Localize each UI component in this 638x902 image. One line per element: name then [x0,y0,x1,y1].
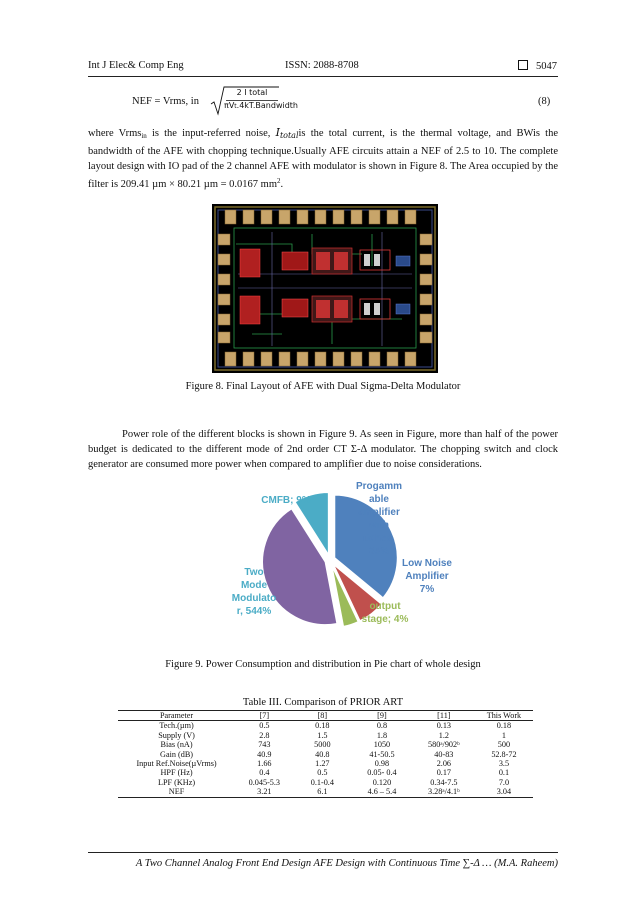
table-cell: 41-50.5 [369,749,395,759]
table-cell: 40.9 [257,749,272,759]
table-cell: 580ᵃ/902ᵇ [428,740,460,750]
table-cell: HPF (Hz) [160,768,193,778]
table-row [118,759,533,768]
table-header-row [118,711,533,721]
table-cell: 40-83 [434,749,454,759]
table-cell: 52.8-72 [491,749,517,759]
pie-label-low-noise-amplifier: Low Noise Amplifier 7% [401,558,452,595]
table-header: Parameter [118,711,235,721]
table-cell: 0.98 [374,759,390,769]
table-cell: 3.28ᵃ/4.1ᵇ [413,787,475,797]
table-row [118,740,533,749]
header-rule [88,76,558,77]
equation-number: (8) [538,96,551,107]
table-cell: 0.05- 0.4 [367,768,397,778]
pie-label-output-stage: output stage; 4% [361,601,409,625]
table-header: [7] [235,711,294,721]
pie-label-programmable-amplifier: Progamm able amplifier with itches, 36% [355,481,403,557]
table-cell: 1.5 [317,730,328,740]
table-cell: 1.27 [315,759,330,769]
table-cell: 4.6 – 5.4 [351,787,413,797]
table-cell: 0.5 [317,768,328,778]
pie-label-two-mode-modulator: Two Mode Modulato r, 544% [231,567,277,617]
figure8-layout-image [212,204,438,373]
table-cell: 0.34-7.5 [430,777,458,787]
table-cell: 0.18 [496,721,512,731]
table-header: [11] [413,711,475,721]
table-header: [9] [351,711,413,721]
table-row [118,768,533,777]
table-cell: 7.0 [498,777,510,787]
table-cell: 0.13 [436,721,452,731]
table-cell: 0.4 [259,768,270,778]
table-cell: 1050 [373,740,391,750]
issn: ISSN: 2088-8708 [285,60,359,71]
table-cell: 743 [258,740,271,750]
page-number: 5047 [536,61,557,72]
table-cell: 500 [497,740,511,750]
table-cell: 0.1-0.4 [310,777,334,787]
table-row [118,787,533,797]
page-number-group [518,60,557,72]
table-cell: 1 [501,730,506,740]
table-cell: 2.8 [259,730,270,740]
table-cell: 40.8 [315,749,330,759]
table-cell: LPF (KHz) [158,777,196,787]
table-cell: Bias (nA) [160,740,193,750]
table-cell: 1.2 [438,730,449,740]
table-row [118,750,533,759]
table-row [118,778,533,787]
table-cell: 3.21 [235,787,294,797]
footer-text: A Two Channel Analog Front End Design AFE Design with Continuous Time ∑-Δ … (M.A. Raheem) [135,858,558,869]
figure8-caption: Figure 8. Final Layout of AFE with Dual Sigma-Delta Modulator [185,381,461,392]
table-cell: 0.18 [315,721,330,731]
table-cell: Supply (V) [158,730,195,740]
table-cell: 0.1 [498,768,510,778]
table-row [118,731,533,740]
table-cell: 1.66 [257,759,272,769]
checkbox-square-icon [518,60,528,70]
figure9-caption: Figure 9. Power Consumption and distribution in Pie chart of whole design [165,659,481,670]
table-cell: 6.1 [294,787,351,797]
table-cell: 3.04 [475,787,533,797]
table-header: [8] [294,711,351,721]
footer-rule [88,852,558,853]
table-title: Table III. Comparison of PRIOR ART [242,697,404,708]
table-header: This Work [475,711,533,721]
table-cell: 0.045-5.3 [248,777,281,787]
table-row [118,721,533,731]
table-cell: 3.5 [498,759,510,769]
paragraph-power: Power role of the different blocks is shown in Figure 9. As seen in Figure, more than half of the power budget is dedicated to the different mode of 2nd order CT Σ-Δ modulator. The chopping switch and clock generator are consumed more power when compared to amplifier due to noise considerations. [88,429,558,470]
table-cell: 0.8 [376,721,388,731]
paragraph-nef: where Vrms$_{in}$ is the input-referred noise, Itotalis the total current, is the thermal voltage, and BWis the bandwidth of the AFE with chopping technique.Usually AFE circuits attain a NEF of 2.5 to 10. The complete layout design with IO pad of the 2 channel AFE with modulator is shown in Figure 8. The Area occupied by the filter is 209.41 µm × 80.21 µm = 0.0167 $mm^2$. [88,126,558,190]
equation-denominator: πVt.4kT.Bandwidth [224,101,298,110]
table-cell: 0.17 [436,768,452,778]
table-cell: 0.5 [259,721,270,731]
table-cell: 1.8 [376,730,388,740]
equation-lhs: NEF = Vrms, in [132,96,199,107]
table-cell: Gain (dB) [160,749,194,759]
journal-name: Int J Elec& Comp Eng [88,60,184,71]
table-cell: NEF [118,787,235,797]
equation-numerator: 2 I total [236,88,268,97]
table-cell: 0.120 [372,777,392,787]
pie-label-cmfb: CMFB; 9% [261,495,311,506]
table-cell: 2.06 [436,759,452,769]
table-cell: Tech.(µm) [159,721,194,731]
table-cell: Input Ref.Noise(µVrms) [136,759,217,769]
table-cell: 5000 [314,740,331,750]
comparison-table [118,710,533,798]
